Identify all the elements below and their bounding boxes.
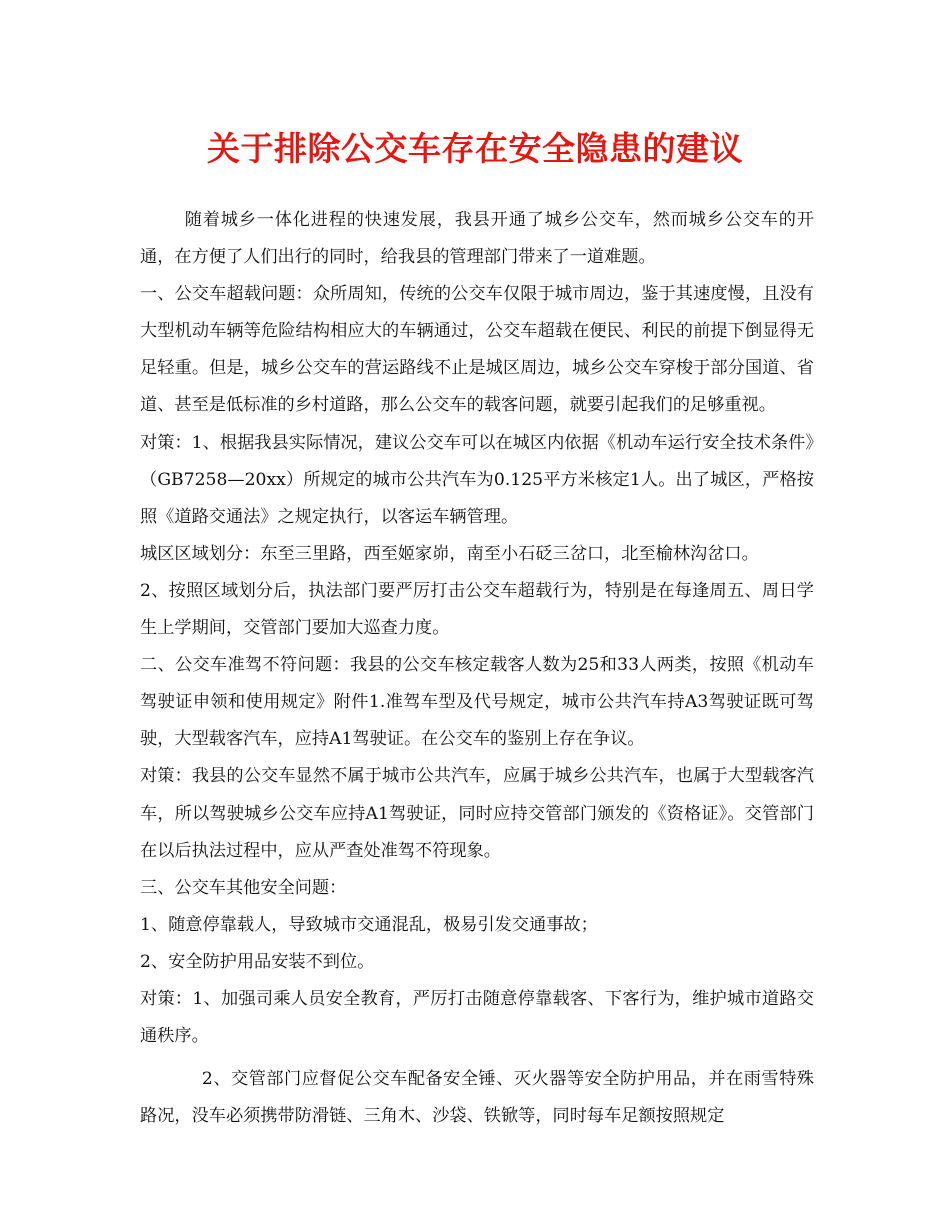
paragraph-countermeasure-3-1: 对策：1、加强司乘人员安全教育，严厉打击随意停靠载客、下客行为，维护城市道路交通秩序。 (140, 988, 814, 1047)
paragraph-intro: 随着城乡一体化进程的快速发展，我县开通了城乡公交车，然而城乡公交车的开通，在方便了人们出行的同时，给我县的管理部门带来了一道难题。 (140, 210, 814, 268)
paragraph-countermeasure-1: 对策：1、根据我县实际情况，建议公交车可以在城区内依据《机动车运行安全技术条件》（GB7258—20xx）所规定的城市公共汽车为0.125平方米核定1人。出了城区，严格按照《道路交通法》之规定执行，以客运车辆管理。 (140, 432, 814, 527)
document-title: 关于排除公交车存在安全隐患的建议 (207, 129, 743, 168)
paragraph-issue-3-1: 1、随意停靠载人，导致城市交通混乱，极易引发交通事故； (140, 914, 598, 935)
paragraph-section-3: 三、公交车其他安全问题： (140, 877, 347, 898)
paragraph-countermeasure-1-2: 2、按照区域划分后，执法部门要严厉打击公交车超载行为，特别是在每逢周五、周日学生上学期间，交管部门要加大巡查力度。 (140, 580, 814, 639)
paragraph-countermeasure-3-2: 2、交管部门应督促公交车配备安全锤、灭火器等安全防护用品，并在雨雪特殊路况，没车必须携带防滑链、三角木、沙袋、铁锨等，同时每车足额按照规定 (140, 1069, 814, 1127)
paragraph-section-2: 二、公交车准驾不符问题：我县的公交车核定载客人数为25和33人两类，按照《机动车驾驶证申领和使用规定》附件1.准驾车型及代号规定，城市公共汽车持A3驾驶证既可驾驶，大型载客汽车，应持A1驾驶证。在公交车的鉴别上存在争议。 (140, 655, 814, 750)
paragraph-issue-3-2: 2、安全防护用品安装不到位。 (140, 951, 375, 972)
paragraph-zone-division: 城区区域划分：东至三里路，西至姬家峁，南至小石砭三岔口，北至榆林沟岔口。 (140, 543, 759, 564)
paragraph-countermeasure-2: 对策：我县的公交车显然不属于城市公共汽车，应属于城乡公共汽车，也属于大型载客汽车，所以驾驶城乡公交车应持A1驾驶证，同时应持交管部门颁发的《资格证》。交管部门在以后执法过程中，应从严查处准驾不符现象。 (140, 766, 814, 861)
paragraph-section-1: 一、公交车超载问题：众所周知，传统的公交车仅限于城市周边，鉴于其速度慢，且没有大型机动车辆等危险结构相应大的车辆通过，公交车超载在便民、利民的前提下倒显得无足轻重。但是，城乡公交车的营运路线不止是城区周边，城乡公交车穿梭于部分国道、省道、甚至是低标准的乡村道路，那么公交车的载客问题，就要引起我们的足够重视。 (140, 284, 814, 416)
document-body (140, 202, 814, 1135)
